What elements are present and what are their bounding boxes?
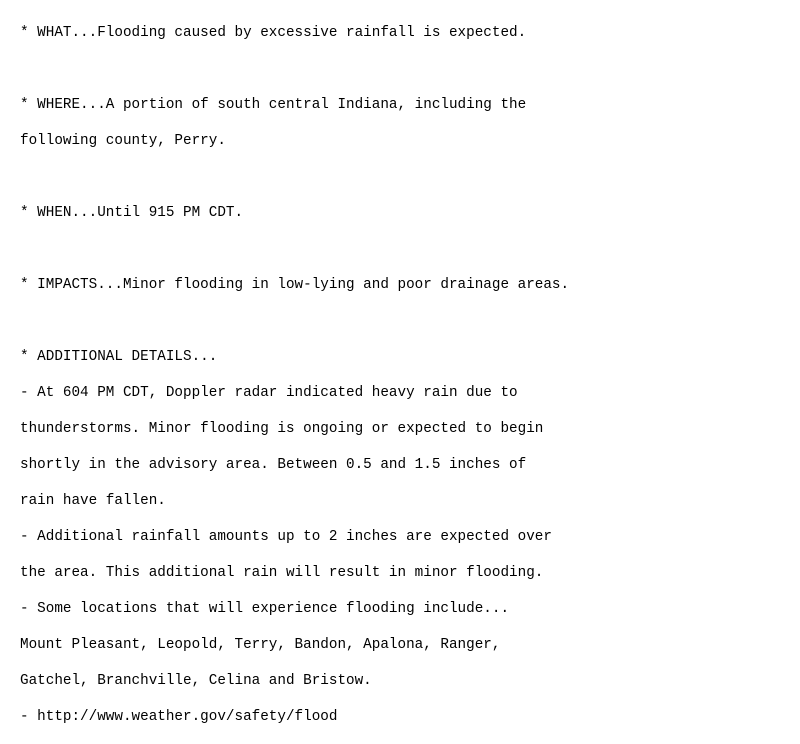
locations-line: Gatchel, Branchville, Celina and Bristow. <box>20 673 372 689</box>
blank-line <box>20 312 569 330</box>
flood-advisory-text <box>20 6 569 744</box>
details-line: - Some locations that will experience flooding include... <box>20 601 510 617</box>
details-line: - Additional rainfall amounts up to 2 inches are expected over <box>20 529 552 545</box>
where-line-continued: following county, Perry. <box>20 133 226 149</box>
details-line: - At 604 PM CDT, Doppler radar indicated heavy rain due to <box>20 385 518 401</box>
what-line: * WHAT...Flooding caused by excessive rainfall is expected. <box>20 25 527 41</box>
when-line: * WHEN...Until 915 PM CDT. <box>20 205 244 221</box>
safety-link[interactable]: - http://www.weather.gov/safety/flood <box>20 709 338 725</box>
details-line: thunderstorms. Minor flooding is ongoing or expected to begin <box>20 421 544 437</box>
blank-line <box>20 60 569 78</box>
blank-line <box>20 168 569 186</box>
blank-line <box>20 240 569 258</box>
impacts-line: * IMPACTS...Minor flooding in low-lying and poor drainage areas. <box>20 277 570 293</box>
additional-details-heading: * ADDITIONAL DETAILS... <box>20 349 218 365</box>
details-line: shortly in the advisory area. Between 0.5 and 1.5 inches of <box>20 457 527 473</box>
details-line: the area. This additional rain will result in minor flooding. <box>20 565 544 581</box>
details-line: rain have fallen. <box>20 493 166 509</box>
where-line: * WHERE...A portion of south central Indiana, including the <box>20 97 527 113</box>
locations-line: Mount Pleasant, Leopold, Terry, Bandon, Apalona, Ranger, <box>20 637 501 653</box>
